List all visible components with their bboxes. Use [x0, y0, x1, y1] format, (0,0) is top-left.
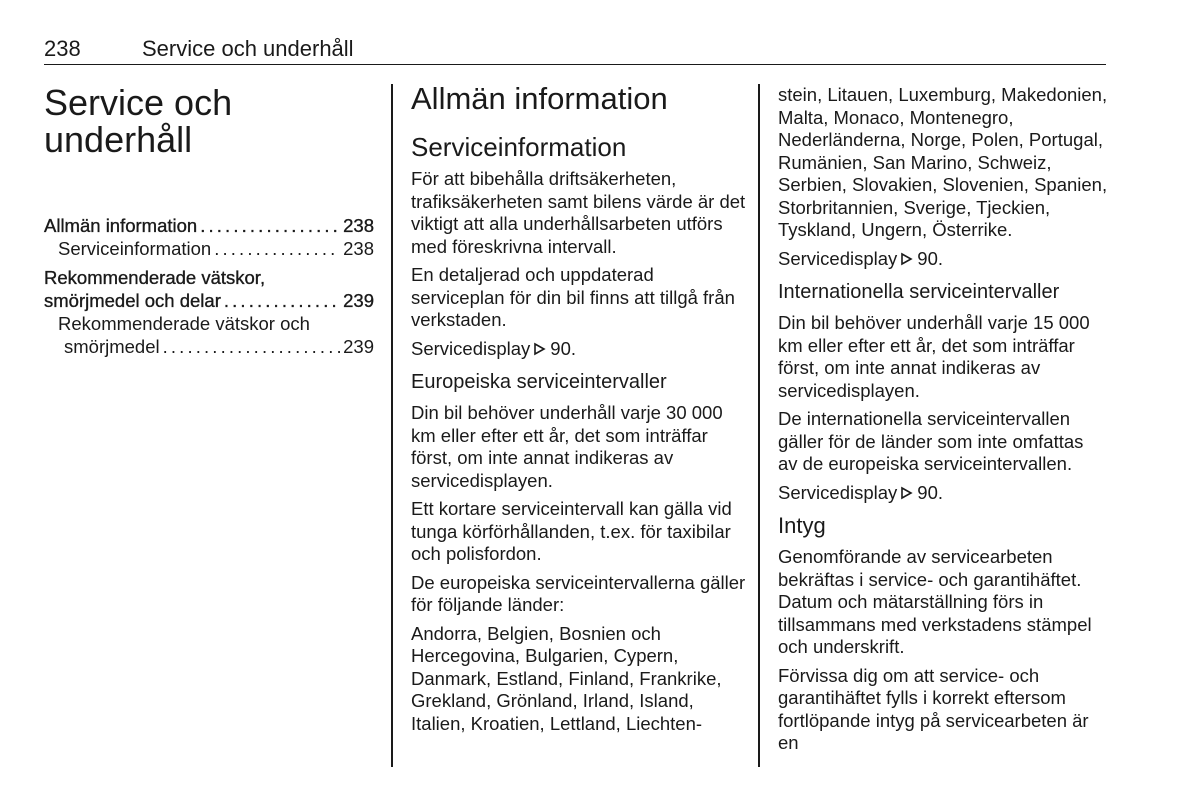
- toc-leader: [214, 237, 340, 260]
- paragraph: En detaljerad och uppdaterad serviceplan för din bil finns att tillgå från verkstaden.: [411, 264, 735, 330]
- toc-leader: [200, 214, 340, 237]
- toc-entry-label: Serviceinformation: [58, 238, 212, 259]
- ref-label: Servicedisplay: [778, 481, 898, 503]
- heading-intyg: Intyg: [778, 513, 826, 538]
- page-reference-icon: [532, 342, 546, 356]
- paragraph: Ett kortare serviceintervall kan gälla vid tunga körförhållanden, t.ex. för taxibilar och polisfordon.: [411, 498, 732, 564]
- table-of-contents: [44, 214, 374, 358]
- toc-entry-label[interactable]: Rekommenderade vätskor och: [58, 313, 310, 334]
- toc-entry-page: 239: [343, 336, 374, 357]
- paragraph: Din bil behöver underhåll varje 15 000 km eller efter ett år, det som inträffar först, om inte annat indikeras av servicedisplayen.: [778, 312, 1090, 401]
- page-header: [44, 36, 1106, 65]
- toc-entry-label: smörjmedel och delar: [44, 290, 221, 311]
- toc-entry[interactable]: [44, 237, 374, 260]
- heading-europe: Europeiska serviceintervaller: [411, 371, 667, 393]
- toc-leader: [224, 289, 340, 312]
- column-2-body: [411, 168, 746, 741]
- subsection-title: Serviceinformation: [411, 132, 627, 162]
- paragraph: De internationella serviceintervallen gäller för de länder som inte omfattas av de europeiska serviceintervallen.: [778, 408, 1084, 474]
- paragraph: Genomförande av servicearbeten bekräftas i service- och garantihäftet. Datum och mätarställning förs in tillsammans med verkstadens stämpel och underskrift.: [778, 546, 1092, 657]
- column-3-body: [778, 84, 1108, 761]
- section-title: Allmän information: [411, 81, 668, 116]
- page-reference-icon: [899, 486, 913, 500]
- page-reference-icon: [899, 252, 913, 266]
- paragraph: Din bil behöver underhåll varje 30 000 km eller efter ett år, det som inträffar först, om inte annat indikeras av servicedisplayen.: [411, 402, 723, 491]
- paragraph: Förvissa dig om att service- och garantihäftet fylls i korrekt eftersom fortlöpande intyg på servicearbeten är en: [778, 664, 1089, 753]
- column-divider: [758, 84, 760, 767]
- column-divider: [391, 84, 393, 767]
- toc-entry-label: Allmän information: [44, 215, 198, 236]
- cross-reference[interactable]: [778, 482, 1108, 505]
- toc-entry[interactable]: [44, 214, 374, 237]
- toc-entry-page: 238: [343, 238, 374, 259]
- toc-entry[interactable]: [44, 289, 374, 312]
- toc-entry-page: 239: [343, 290, 374, 311]
- cross-reference[interactable]: [411, 338, 746, 361]
- chapter-title-line: underhåll: [44, 119, 193, 160]
- ref-page: 90.: [550, 337, 576, 359]
- chapter-title: [44, 84, 374, 158]
- paragraph: De europeiska serviceintervallerna gäller för följande länder:: [411, 571, 746, 615]
- cross-reference[interactable]: [778, 248, 1108, 271]
- toc-entry-label: smörjmedel: [64, 336, 160, 357]
- page-number: 238: [44, 36, 81, 61]
- toc-entry-page: 238: [343, 215, 374, 236]
- toc-leader: [163, 335, 341, 358]
- ref-page: 90.: [917, 247, 943, 269]
- toc-entry[interactable]: [44, 335, 374, 358]
- toc-entry-label[interactable]: Rekommenderade vätskor,: [44, 267, 266, 288]
- ref-page: 90.: [917, 481, 943, 503]
- running-title: Service och underhåll: [142, 36, 354, 61]
- ref-label: Servicedisplay: [411, 337, 531, 359]
- heading-international: Internationella serviceintervaller: [778, 281, 1060, 303]
- paragraph: Andorra, Belgien, Bosnien och Hercegovina, Bulgarien, Cypern, Danmark, Estland, Finland, Frankrike, Grekland, Grönland, Irland, Island, Italien, Kroatien, Lettland, Liechten-: [411, 622, 722, 734]
- paragraph: För att bibehålla driftsäkerheten, trafiksäkerheten samt bilens värde är det viktigt att alla underhållsarbeten utförs med föreskrivna intervall.: [411, 168, 746, 257]
- paragraph: stein, Litauen, Luxemburg, Makedonien, Malta, Monaco, Montenegro, Nederländerna, Norge, Polen, Portugal, Rumänien, San Marino, Schweiz, Serbien, Slovakien, Slovenien, Spanien, Storbritannien, Sverige, Tjeckien, Tyskland, Ungern, Österrike.: [778, 84, 1108, 240]
- ref-label: Servicedisplay: [778, 247, 898, 269]
- chapter-title-line: Service och: [44, 82, 233, 123]
